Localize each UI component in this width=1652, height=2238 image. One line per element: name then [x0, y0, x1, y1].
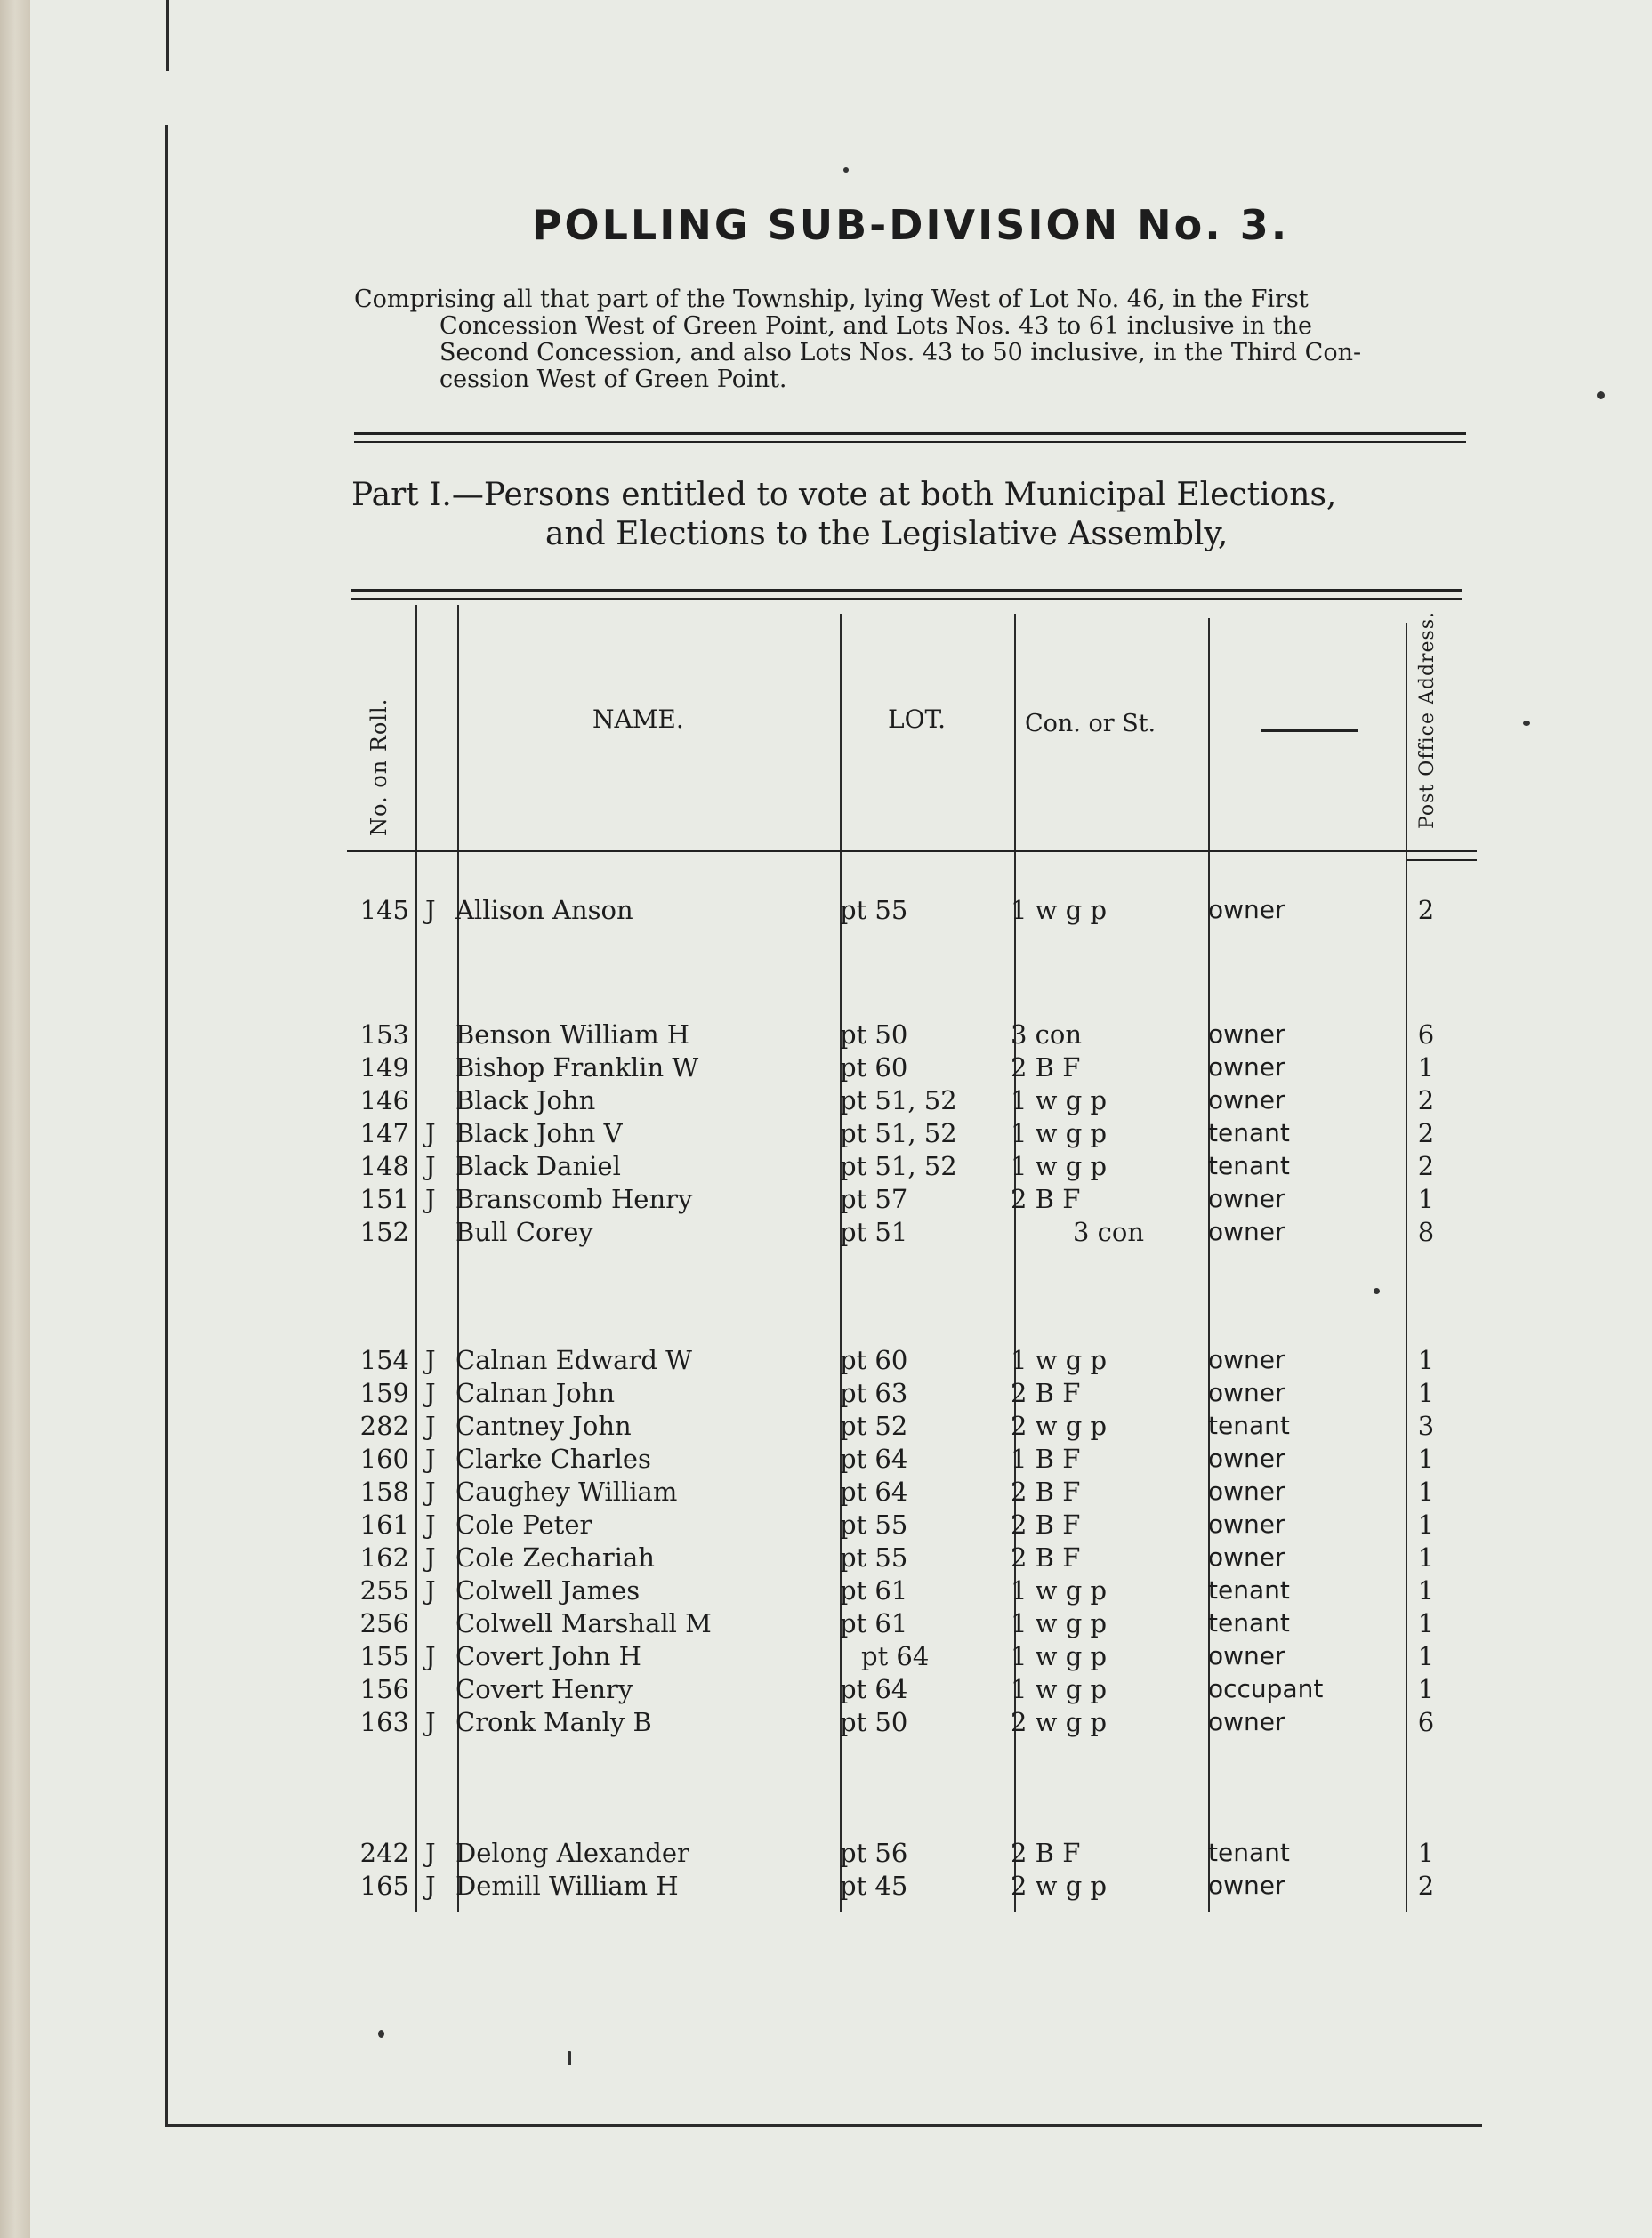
- print-speck: [568, 2051, 571, 2065]
- concession: 2 B F: [1011, 1184, 1081, 1214]
- table-row: [0, 1542, 1652, 1575]
- tenure-status: tenant: [1208, 1608, 1290, 1638]
- concession: 2 w g p: [1011, 1871, 1108, 1901]
- voter-name: Black John: [455, 1085, 596, 1115]
- table-row: [0, 1838, 1652, 1871]
- concession: 1 w g p: [1011, 1575, 1108, 1606]
- juror-mark: J: [425, 1575, 436, 1606]
- voter-name: Caughey William: [455, 1477, 678, 1507]
- header-no-on-roll: No. on Roll.: [367, 697, 391, 836]
- juror-mark: J: [425, 1477, 436, 1507]
- voter-name: Allison Anson: [455, 895, 633, 925]
- page-title: POLLING SUB-DIVISION No. 3.: [531, 201, 1290, 249]
- table-row: [0, 1184, 1652, 1217]
- concession: 1 w g p: [1011, 1151, 1108, 1181]
- roll-number: 165: [359, 1871, 409, 1901]
- juror-mark: J: [425, 1378, 436, 1408]
- concession: 2 B F: [1011, 1378, 1081, 1408]
- concession: 1 w g p: [1011, 1674, 1108, 1704]
- juror-mark: J: [425, 1444, 436, 1474]
- table-row: [0, 1707, 1652, 1740]
- concession: 2 B F: [1011, 1477, 1081, 1507]
- lot: pt 51, 52: [840, 1085, 957, 1115]
- description-line: Comprising all that part of the Township, lying West of Lot No. 46, in the First: [354, 286, 1309, 313]
- tenure-status: owner: [1208, 1217, 1285, 1246]
- table-row: [0, 1674, 1652, 1707]
- post-office-address: 8: [1417, 1217, 1435, 1247]
- roll-number: 160: [359, 1444, 409, 1474]
- header-status-blank-rule: [1261, 729, 1358, 732]
- juror-mark: J: [425, 1509, 436, 1540]
- roll-number: 242: [359, 1838, 409, 1868]
- table-row: [0, 1477, 1652, 1509]
- table-row: [0, 1052, 1652, 1085]
- roll-number: 162: [359, 1542, 409, 1573]
- lot: pt 51, 52: [840, 1151, 957, 1181]
- roll-number: 159: [359, 1378, 409, 1408]
- tenure-status: owner: [1208, 895, 1285, 924]
- tenure-status: occupant: [1208, 1674, 1324, 1703]
- lot: pt 63: [840, 1378, 908, 1408]
- post-office-address: 6: [1417, 1707, 1435, 1737]
- table-top-rule: [351, 598, 1462, 600]
- roll-number: 147: [359, 1118, 409, 1148]
- voter-name: Bishop Franklin W: [455, 1052, 699, 1083]
- lot: pt 61: [840, 1608, 908, 1638]
- header-con-or-st: Con. or St.: [1025, 710, 1156, 737]
- post-office-address: 2: [1417, 895, 1435, 925]
- voter-name: Bull Corey: [455, 1217, 593, 1247]
- post-office-address: 1: [1417, 1184, 1435, 1214]
- table-row: [0, 1378, 1652, 1411]
- juror-mark: J: [425, 1345, 436, 1375]
- juror-mark: J: [425, 895, 436, 925]
- post-office-address: 1: [1417, 1641, 1435, 1671]
- roll-number: 149: [359, 1052, 409, 1083]
- concession: 1 w g p: [1011, 1345, 1108, 1375]
- juror-mark: J: [425, 1184, 436, 1214]
- table-row: [0, 1575, 1652, 1608]
- post-office-address: 1: [1417, 1674, 1435, 1704]
- post-office-address: 1: [1417, 1477, 1435, 1507]
- concession: 2 B F: [1011, 1052, 1081, 1083]
- post-office-address: 6: [1417, 1019, 1435, 1050]
- roll-number: 145: [359, 895, 409, 925]
- concession: 2 B F: [1011, 1838, 1081, 1868]
- juror-mark: J: [425, 1151, 436, 1181]
- part-heading: [351, 476, 1483, 554]
- print-speck: [1523, 721, 1530, 726]
- tenure-status: tenant: [1208, 1838, 1290, 1867]
- print-speck: [843, 167, 849, 173]
- tenure-status: owner: [1208, 1641, 1285, 1670]
- lot: pt 55: [840, 1542, 908, 1573]
- tenure-status: owner: [1208, 1509, 1285, 1539]
- frame-top-mark: [166, 0, 169, 71]
- post-office-address: 2: [1417, 1151, 1435, 1181]
- print-speck: [378, 2030, 384, 2038]
- table-row: [0, 1019, 1652, 1052]
- juror-mark: J: [425, 1707, 436, 1737]
- table-row: [0, 1444, 1652, 1477]
- tenure-status: owner: [1208, 1184, 1285, 1213]
- roll-number: 163: [359, 1707, 409, 1737]
- post-office-address: 1: [1417, 1542, 1435, 1573]
- tenure-status: tenant: [1208, 1151, 1290, 1180]
- header-bottom-rule: [1407, 859, 1477, 861]
- concession: 2 w g p: [1011, 1411, 1108, 1441]
- post-office-address: 1: [1417, 1608, 1435, 1638]
- part-heading-line: Part I.—Persons entitled to vote at both Municipal Elections,: [351, 477, 1337, 513]
- lot: pt 52: [840, 1411, 908, 1441]
- tenure-status: owner: [1208, 1707, 1285, 1736]
- tenure-status: owner: [1208, 1444, 1285, 1473]
- post-office-address: 1: [1417, 1345, 1435, 1375]
- table-row: [0, 1608, 1652, 1641]
- concession: 1 w g p: [1011, 1608, 1108, 1638]
- voter-name: Colwell James: [455, 1575, 641, 1606]
- roll-number: 156: [359, 1674, 409, 1704]
- voter-name: Cole Zechariah: [455, 1542, 655, 1573]
- print-speck: [1374, 1288, 1380, 1294]
- tenure-status: owner: [1208, 1871, 1285, 1900]
- lot: pt 60: [840, 1345, 908, 1375]
- lot: pt 50: [840, 1019, 908, 1050]
- description-line: cession West of Green Point.: [439, 366, 787, 393]
- table-top-rule: [351, 589, 1462, 592]
- lot: pt 56: [840, 1838, 908, 1868]
- lot: pt 64: [840, 1477, 908, 1507]
- post-office-address: 2: [1417, 1118, 1435, 1148]
- description-line: Concession West of Green Point, and Lots Nos. 43 to 61 inclusive in the: [439, 312, 1312, 340]
- roll-number: 148: [359, 1151, 409, 1181]
- voter-name: Black John V: [455, 1118, 623, 1148]
- juror-mark: J: [425, 1411, 436, 1441]
- section-divider: [354, 441, 1466, 443]
- voter-name: Cole Peter: [455, 1509, 592, 1540]
- post-office-address: 1: [1417, 1509, 1435, 1540]
- tenure-status: owner: [1208, 1345, 1285, 1374]
- table-row: [0, 895, 1652, 928]
- voter-name: Colwell Marshall M: [455, 1608, 712, 1638]
- table-row: [0, 1509, 1652, 1542]
- concession: 2 w g p: [1011, 1707, 1108, 1737]
- voter-name: Calnan Edward W: [455, 1345, 692, 1375]
- table-row: [0, 1411, 1652, 1444]
- tenure-status: tenant: [1208, 1118, 1290, 1147]
- voter-name: Covert Henry: [455, 1674, 633, 1704]
- lot: pt 55: [840, 895, 908, 925]
- post-office-address: 1: [1417, 1378, 1435, 1408]
- voter-name: Branscomb Henry: [455, 1184, 693, 1214]
- print-speck: [1597, 391, 1605, 399]
- tenure-status: owner: [1208, 1019, 1285, 1049]
- lot: pt 51, 52: [840, 1118, 957, 1148]
- tenure-status: owner: [1208, 1378, 1285, 1407]
- table-row: [0, 1217, 1652, 1250]
- part-heading-line: and Elections to the Legislative Assembly,: [545, 516, 1229, 552]
- header-post-office: Post Office Address.: [1416, 610, 1438, 829]
- post-office-address: 1: [1417, 1575, 1435, 1606]
- lot: pt 60: [840, 1052, 908, 1083]
- lot: pt 64: [840, 1444, 908, 1474]
- header-name: NAME.: [592, 704, 684, 734]
- voter-name: Clarke Charles: [455, 1444, 651, 1474]
- roll-number: 146: [359, 1085, 409, 1115]
- frame-bottom-rule: [165, 2124, 1482, 2127]
- tenure-status: owner: [1208, 1052, 1285, 1082]
- lot: pt 55: [840, 1509, 908, 1540]
- post-office-address: 1: [1417, 1838, 1435, 1868]
- roll-number: 153: [359, 1019, 409, 1050]
- juror-mark: J: [425, 1542, 436, 1573]
- table-row: [0, 1085, 1652, 1118]
- tenure-status: tenant: [1208, 1575, 1290, 1605]
- table-row: [0, 1641, 1652, 1674]
- voter-name: Cantney John: [455, 1411, 632, 1441]
- lot: pt 45: [840, 1871, 908, 1901]
- concession: 1 w g p: [1011, 1118, 1108, 1148]
- lot: pt 50: [840, 1707, 908, 1737]
- table-row: [0, 1345, 1652, 1378]
- tenure-status: owner: [1208, 1542, 1285, 1572]
- concession: 1 w g p: [1011, 1085, 1108, 1115]
- table-row: [0, 1871, 1652, 1904]
- juror-mark: J: [425, 1641, 436, 1671]
- tenure-status: tenant: [1208, 1411, 1290, 1440]
- juror-mark: J: [425, 1118, 436, 1148]
- juror-mark: J: [425, 1838, 436, 1868]
- roll-number: 282: [359, 1411, 409, 1441]
- juror-mark: J: [425, 1871, 436, 1901]
- roll-number: 256: [359, 1608, 409, 1638]
- voter-name: Black Daniel: [455, 1151, 621, 1181]
- lot: pt 64: [840, 1674, 908, 1704]
- roll-number: 154: [359, 1345, 409, 1375]
- table-row: [0, 1118, 1652, 1151]
- concession: 3 con: [1073, 1217, 1145, 1247]
- subdivision-description: [354, 286, 1477, 393]
- concession: 1 B F: [1011, 1444, 1081, 1474]
- lot: pt 64: [861, 1641, 930, 1671]
- tenure-status: owner: [1208, 1085, 1285, 1115]
- section-divider: [354, 432, 1466, 435]
- roll-number: 158: [359, 1477, 409, 1507]
- description-line: Second Concession, and also Lots Nos. 43 to 50 inclusive, in the Third Con-: [439, 339, 1362, 366]
- voter-name: Demill William H: [455, 1871, 679, 1901]
- lot: pt 61: [840, 1575, 908, 1606]
- table-row: [0, 1151, 1652, 1184]
- post-office-address: 3: [1417, 1411, 1435, 1441]
- concession: 3 con: [1011, 1019, 1083, 1050]
- post-office-address: 1: [1417, 1444, 1435, 1474]
- concession: 2 B F: [1011, 1509, 1081, 1540]
- concession: 2 B F: [1011, 1542, 1081, 1573]
- post-office-address: 2: [1417, 1871, 1435, 1901]
- roll-number: 155: [359, 1641, 409, 1671]
- voter-name: Benson William H: [455, 1019, 690, 1050]
- lot: pt 57: [840, 1184, 908, 1214]
- concession: 1 w g p: [1011, 895, 1108, 925]
- header-bottom-rule: [347, 850, 1477, 852]
- post-office-address: 1: [1417, 1052, 1435, 1083]
- voter-name: Calnan John: [455, 1378, 616, 1408]
- roll-number: 152: [359, 1217, 409, 1247]
- header-lot: LOT.: [888, 704, 947, 734]
- concession: 1 w g p: [1011, 1641, 1108, 1671]
- lot: pt 51: [840, 1217, 908, 1247]
- roll-number: 255: [359, 1575, 409, 1606]
- voter-name: Delong Alexander: [455, 1838, 689, 1868]
- voter-name: Cronk Manly B: [455, 1707, 652, 1737]
- roll-number: 161: [359, 1509, 409, 1540]
- voter-name: Covert John H: [455, 1641, 641, 1671]
- roll-number: 151: [359, 1184, 409, 1214]
- post-office-address: 2: [1417, 1085, 1435, 1115]
- tenure-status: owner: [1208, 1477, 1285, 1506]
